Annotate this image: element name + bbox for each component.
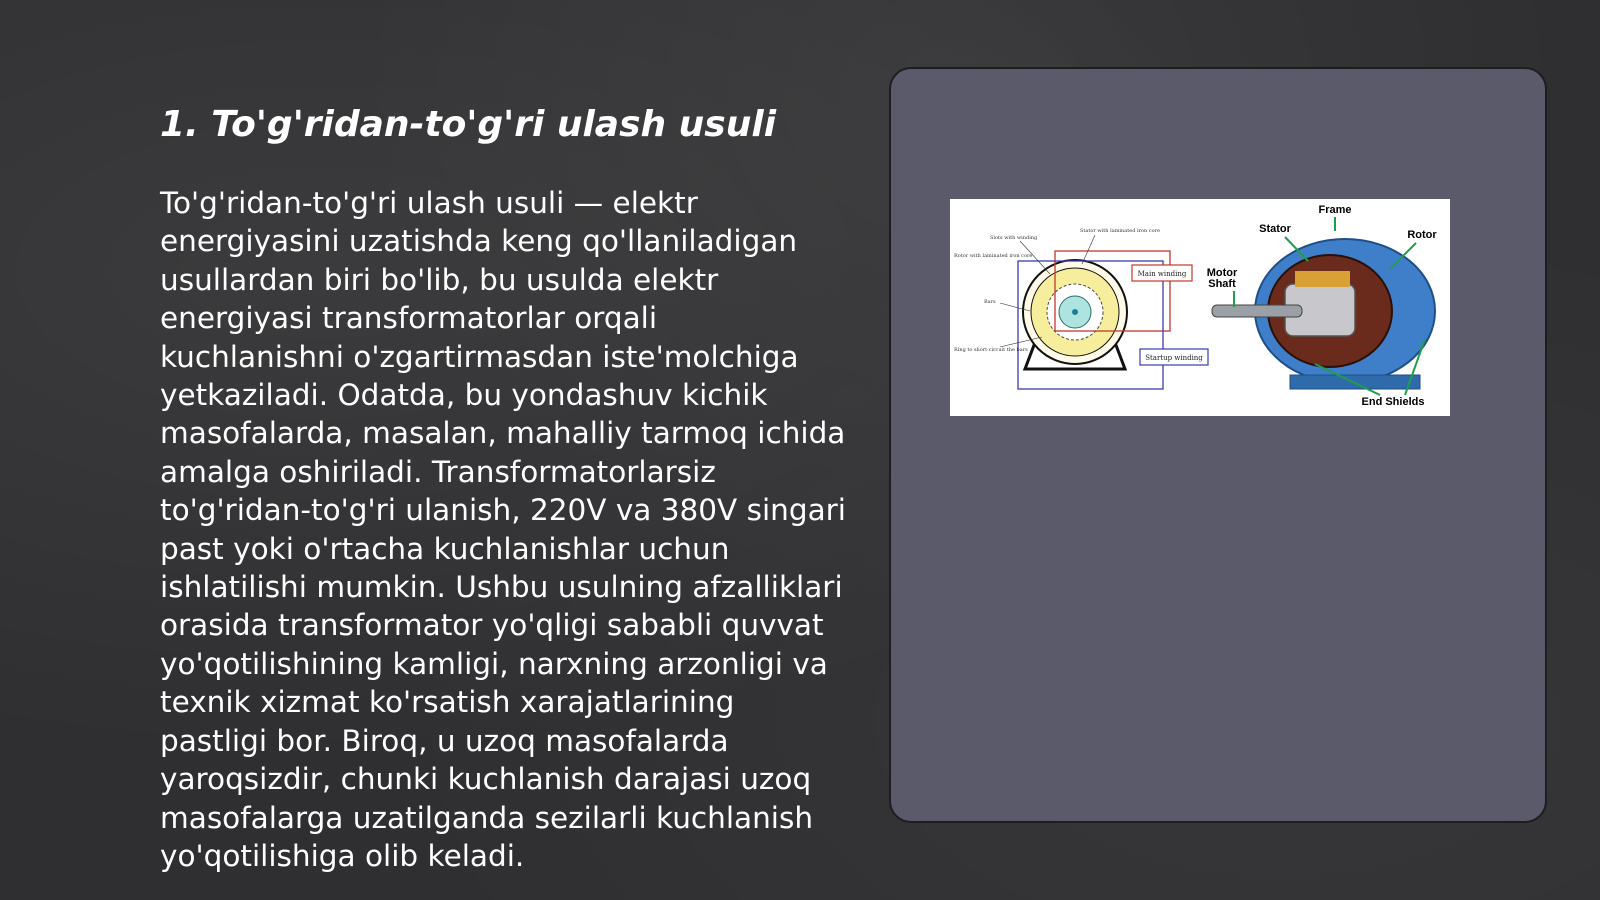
induction-motor-schematic (954, 228, 1208, 389)
rotor-core-label: Rotor with laminated iron core (954, 253, 1033, 259)
motor-diagram-image (950, 199, 1450, 416)
ring-label: Ring to short circuit the bars (954, 347, 1028, 353)
image-panel (889, 67, 1547, 823)
main-winding-label: Main winding (1137, 270, 1187, 278)
motor-label: Motor (1206, 267, 1238, 279)
slide-title: 1. To'g'ridan-to'g'ri ulash usuli (160, 104, 777, 145)
shaft-label: Shaft (1208, 278, 1236, 290)
motor-shaft-shape (1212, 305, 1302, 317)
startup-winding-label: Startup winding (1145, 354, 1203, 362)
motor-cutaway-illustration (1207, 204, 1438, 408)
stator-leader-line (1082, 235, 1095, 264)
slide-body-text: To'g'ridan-to'g'ri ulash usuli — elektr energiyasini uzatishda keng qo'llaniladigan usullardan biri bo'lib, bu usulda elektr energiyasi transformatorlar orqali kuchlanishni o'zgartirmasdan iste'molchiga yetkaziladi. Odatda, bu yondashuv kichik masofalarda, masalan, mahalliy tarmoq ichida amalga oshiriladi. Transformatorlarsiz to'g'ridan-to'g'ri ulanish, 220V va 380V singari past yoki o'rtacha kuchlanishlar uchun ishlatilishi mumkin. Ushbu usulning afzalliklari orasida transformator yo'qligi sababli quvvat yo'qotilishining kamligi, narxning arzonligi va texnik xizmat ko'rsatish xarajatlarining pastligi bor. Biroq, u uzoq masofalarda yaroqsizdir, chunki kuchlanish darajasi uzoq masofalarga uzatilganda sezilarli kuchlanish yo'qotilishiga olib keladi. (160, 186, 847, 873)
rotor-motor-label: Rotor (1407, 229, 1437, 241)
stator-label: Stator with laminated iron core (1080, 228, 1160, 234)
bars-label: Bars (984, 299, 996, 305)
stator-motor-label: Stator (1259, 223, 1291, 235)
motor-diagram-svg (950, 199, 1450, 416)
slots-label: Slots with winding (990, 235, 1038, 241)
frame-label: Frame (1318, 204, 1352, 216)
end-shields-label: End Shields (1361, 396, 1425, 408)
motor-coil-top (1295, 271, 1350, 287)
shaft-dot (1072, 309, 1078, 315)
